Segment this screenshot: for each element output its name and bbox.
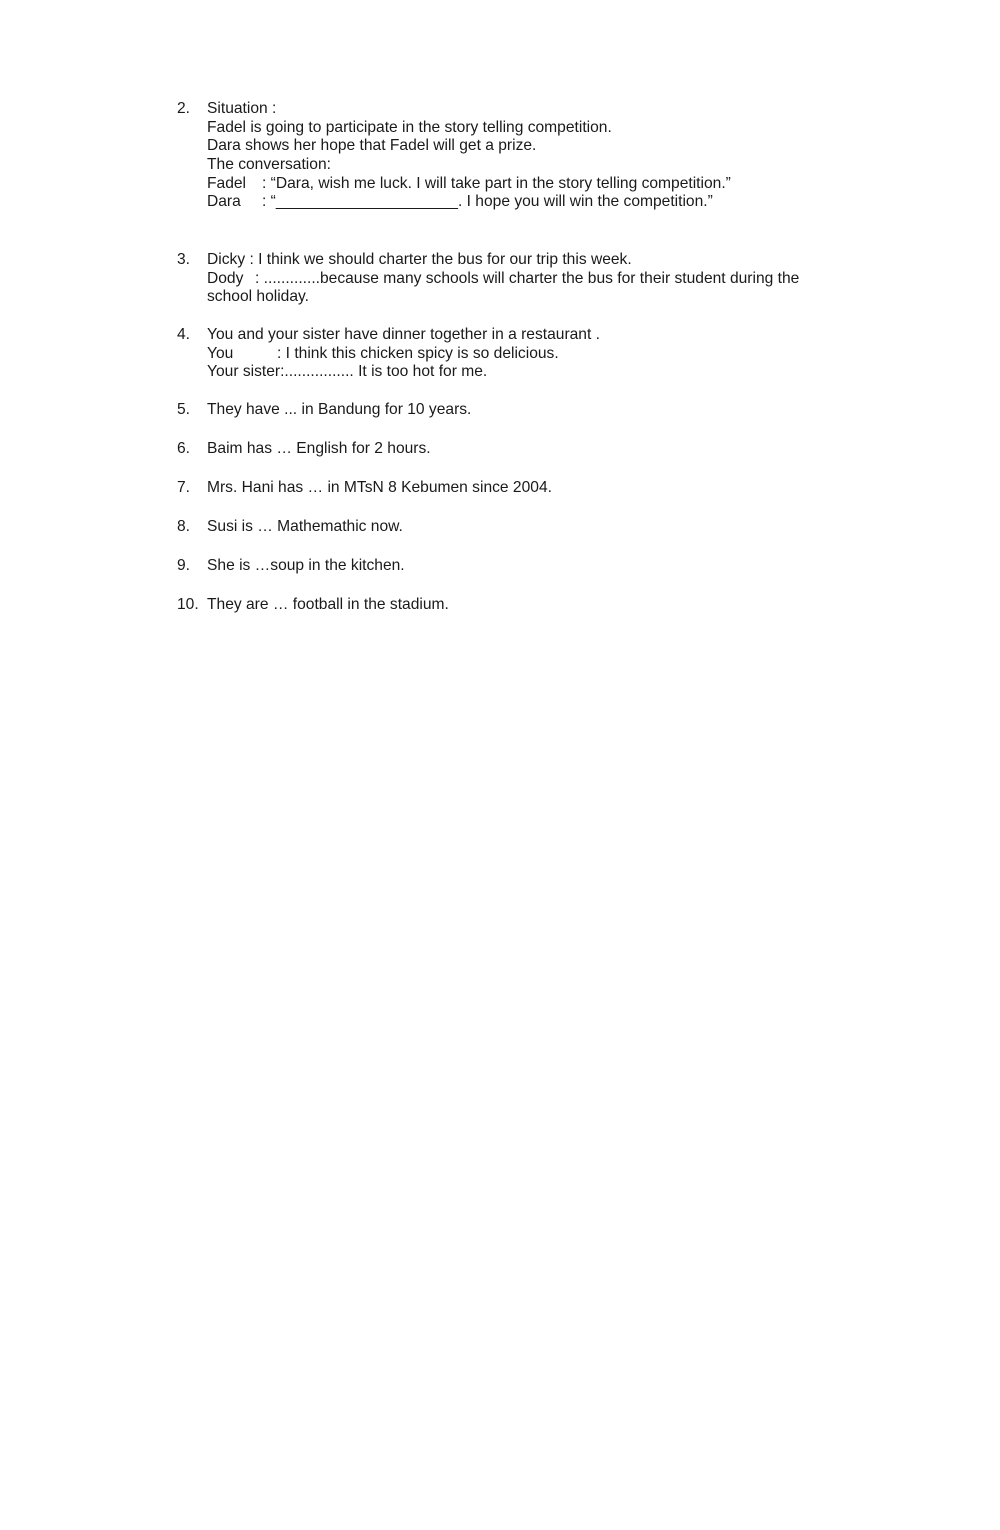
question-number: 3. [177, 251, 191, 268]
question-number: 6. [177, 440, 191, 457]
dialogue-text: : I think this chicken spicy is so delicious. [277, 344, 559, 362]
dialogue-line-sister: Your sister:................ It is too hot for me. [207, 363, 488, 381]
question-number: 9. [177, 557, 191, 574]
question-number: 10. [177, 596, 199, 613]
dialogue-text: : “_____________________. I hope you will win the competition.” [262, 193, 713, 211]
question-text: Baim has … English for 2 hours. [207, 440, 431, 457]
question-number: 2. [177, 100, 191, 117]
question-number: 7. [177, 479, 191, 496]
question-number: 4. [177, 326, 191, 343]
dialogue-line-you [207, 345, 847, 364]
question-body [207, 479, 847, 498]
dialogue-line-dody [207, 270, 847, 307]
speaker-name: Dody [207, 269, 244, 287]
question-body [207, 100, 847, 212]
question-number: 8. [177, 518, 191, 535]
speaker-name: Fadel [207, 174, 247, 192]
question-body [207, 401, 847, 420]
question-body [207, 251, 847, 307]
situation-line: Fadel is going to participate in the story telling competition. [207, 118, 612, 136]
question-number: 5. [177, 401, 191, 418]
speaker-name: Dara [207, 193, 241, 211]
dialogue-line-dicky: Dicky : I think we should charter the bus for our trip this week. [207, 251, 632, 268]
question-text: Mrs. Hani has … in MTsN 8 Kebumen since 2004. [207, 479, 552, 496]
question-body [207, 440, 847, 459]
situation-line: Dara shows her hope that Fadel will get a prize. [207, 137, 537, 155]
speaker-name: You [207, 344, 234, 362]
conversation-heading: The conversation: [207, 156, 331, 174]
question-text: They are … football in the stadium. [207, 596, 449, 613]
dialogue-text: : .............because many schools will charter the bus for their student during the school holiday. [207, 269, 800, 306]
situation-heading: Situation : [207, 100, 277, 117]
situation-line: You and your sister have dinner together in a restaurant . [207, 326, 600, 343]
dialogue-text: : “Dara, wish me luck. I will take part in the story telling competition.” [262, 174, 731, 192]
dialogue-line-fadel [207, 175, 847, 194]
dialogue-line-dara [207, 193, 847, 212]
question-text: They have ... in Bandung for 10 years. [207, 401, 472, 418]
question-body [207, 557, 847, 576]
question-body [207, 596, 847, 615]
question-text: Susi is … Mathemathic now. [207, 518, 403, 535]
question-text: She is …soup in the kitchen. [207, 557, 405, 574]
question-body [207, 326, 847, 382]
question-body [207, 518, 847, 537]
